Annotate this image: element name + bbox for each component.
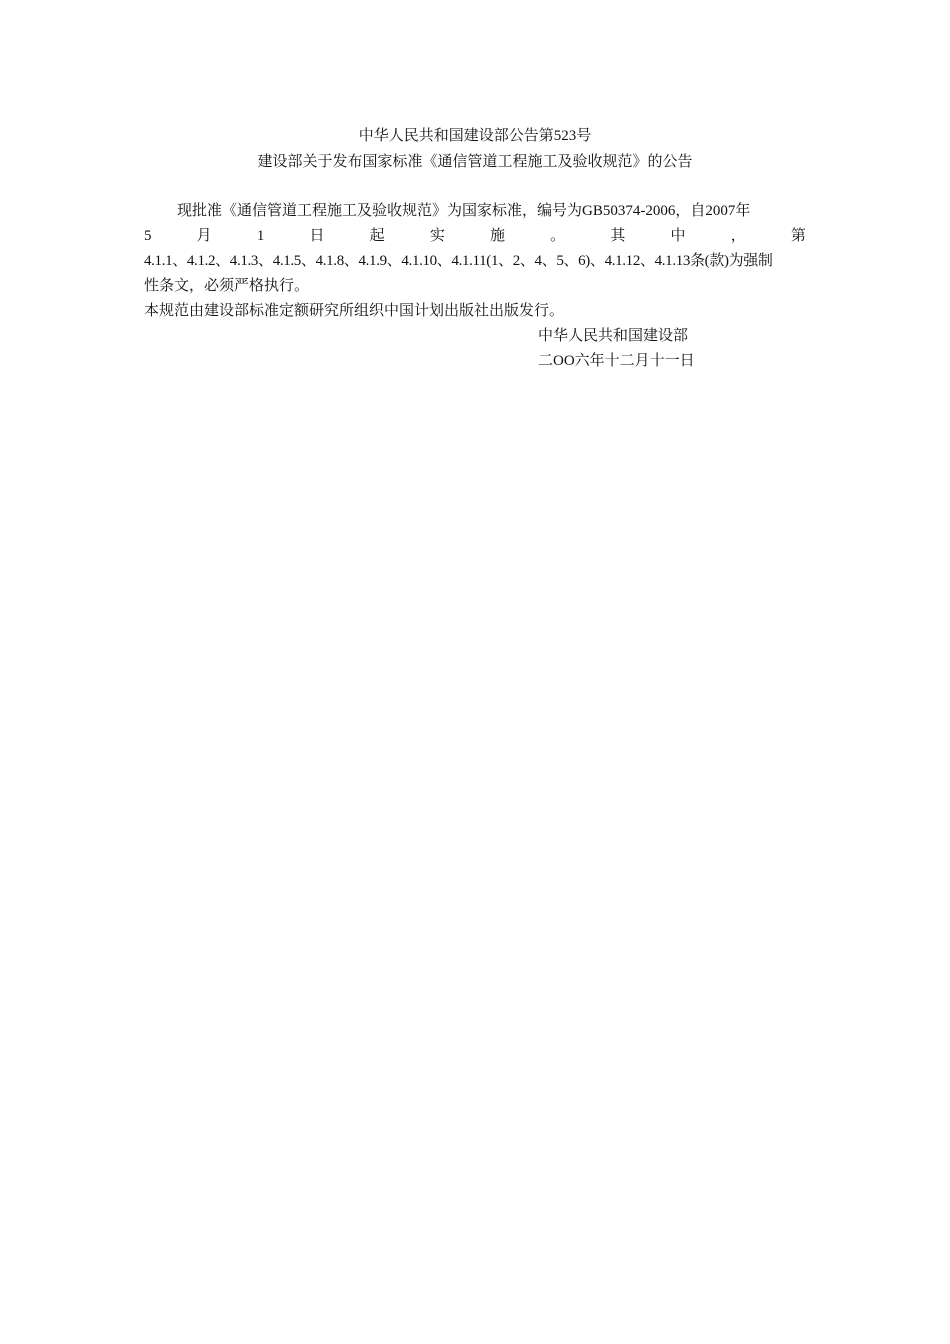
body-line-2-token: 起 [369,228,385,244]
body-line-5: 本规范由建设部标准定额研究所组织中国计划出版社出版发行。 [144,303,565,319]
announcement-subtitle: 建设部关于发布国家标准《通信管道工程施工及验收规范》的公告 [257,154,693,170]
issue-date: 二OO六年十二月十一日 [538,353,695,369]
body-line-2-token: 日 [309,228,325,244]
announcement-title: 中华人民共和国建设部公告第523号 [358,128,592,144]
body-line-2-token: 1 [256,228,265,244]
announcement-body [144,199,806,324]
body-line-2-token: 施 [490,228,506,244]
body-line-2-token: ， [730,228,746,244]
issuer-signature: 中华人民共和国建设部 [538,328,689,344]
body-line-2-token: 其 [610,228,626,244]
body-line-1: 现批准《通信管道工程施工及验收规范》为国家标准，编号为GB50374-2006，自2007年 [177,203,751,219]
body-line-2 [144,224,806,249]
body-line-2-token: 中 [670,228,686,244]
body-line-2-token: 5 [144,228,152,244]
body-line-2-token: 。 [550,228,566,244]
body-line-4: 性条文，必须严格执行。 [144,278,310,294]
body-line-2-token: 实 [429,228,445,244]
body-line-2-token: 月 [196,228,212,244]
body-line-3: 4.1.1、4.1.2、4.1.3、4.1.5、4.1.8、4.1.9、4.1.10、4.1.11(1、2、4、5、6)、4.1.12、4.1.13条(款)为强制 [144,253,773,269]
body-line-2-token: 第 [790,228,806,244]
